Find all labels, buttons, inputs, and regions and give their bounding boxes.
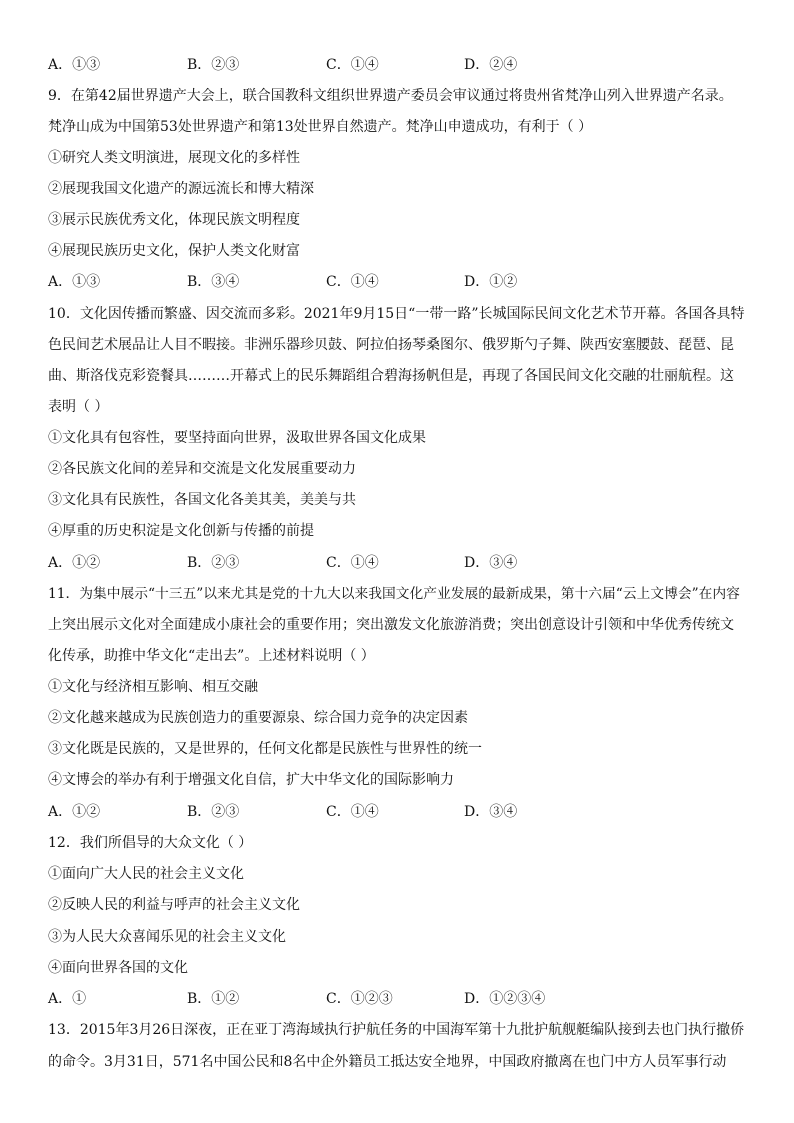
q9-option-d[interactable]: D．①② (464, 274, 518, 290)
q10-stem-line-2: 色民间艺术展品让人目不暇接。非洲乐器珍贝鼓、阿拉伯扬琴桑图尔、俄罗斯勺子舞、陕西安塞腰鼓、琵琶、昆 (48, 337, 734, 353)
q11-statement-4: ④文博会的举办有利于增强文化自信，扩大中华文化的国际影响力 (48, 772, 454, 788)
q9-statement-2: ②展现我国文化遗产的源远流长和博大精深 (48, 181, 314, 197)
q9-option-c[interactable]: C．①④ (326, 274, 379, 290)
q10-statement-3: ③文化具有民族性，各国文化各美其美，美美与共 (48, 492, 356, 508)
q11-statement-3: ③文化既是民族的，又是世界的，任何文化都是民族性与世界性的统一 (48, 741, 482, 757)
q11-option-a[interactable]: A．①② (48, 804, 101, 820)
q10-statement-2: ②各民族文化间的差异和交流是文化发展重要动力 (48, 461, 356, 477)
q12-stem-line-1: 12．我们所倡导的大众文化（ ） (48, 835, 253, 851)
q12-option-a[interactable]: A．① (48, 991, 87, 1007)
q8-option-a[interactable]: A．①③ (48, 57, 101, 73)
q10-statement-4: ④厚重的历史积淀是文化创新与传播的前提 (48, 523, 314, 539)
q11-stem-line-3: 化传承，助推中华文化“走出去”。上述材料说明（ ） (48, 648, 375, 664)
q11-option-d[interactable]: D．③④ (464, 804, 518, 820)
q8-option-d[interactable]: D．②④ (464, 57, 518, 73)
q12-statement-2: ②反映人民的利益与呼声的社会主义文化 (48, 897, 300, 913)
q8-option-b[interactable]: B．②③ (187, 57, 240, 73)
q11-option-c[interactable]: C．①④ (326, 804, 379, 820)
q10-stem-line-4: 表明（ ） (48, 399, 109, 415)
q12-option-b[interactable]: B．①② (187, 991, 240, 1007)
q9-option-a[interactable]: A．①③ (48, 274, 101, 290)
q11-stem-line-1: 11．为集中展示“十三五”以来尤其是党的十九大以来我国文化产业发展的最新成果，第十六届“云上文博会”在内容 (48, 586, 740, 602)
q10-statement-1: ①文化具有包容性，要坚持面向世界，汲取世界各国文化成果 (48, 430, 426, 446)
q13-stem-line-1: 13．2015年3月26日深夜，正在亚丁湾海域执行护航任务的中国海军第十九批护航舰艇编队接到去也门执行撤侨 (48, 1022, 745, 1038)
q12-option-d[interactable]: D．①②③④ (464, 991, 546, 1007)
q9-stem-line-2: 梵净山成为中国第53处世界遗产和第13处世界自然遗产。梵净山申遗成功，有利于（ ） (48, 119, 593, 135)
q9-statement-1: ①研究人类文明演进，展现文化的多样性 (48, 150, 300, 166)
q9-stem-line-1: 9．在第42届世界遗产大会上，联合国教科文组织世界遗产委员会审议通过将贵州省梵净山列入世界遗产名录。 (48, 88, 733, 104)
q10-stem-line-1: 10．文化因传播而繁盛、因交流而多彩。2021年9月15日“一带一路”长城国际民间文化艺术节开幕。各国各具特 (48, 306, 745, 322)
q11-statement-1: ①文化与经济相互影响、相互交融 (48, 679, 258, 695)
q11-stem-line-2: 上突出展示文化对全面建成小康社会的重要作用；突出激发文化旅游消费；突出创意设计引领和中华优秀传统文 (48, 617, 734, 633)
q10-options (48, 554, 748, 572)
q12-option-c[interactable]: C．①②③ (326, 991, 393, 1007)
q12-statement-3: ③为人民大众喜闻乐见的社会主义文化 (48, 929, 286, 945)
q12-statement-4: ④面向世界各国的文化 (48, 960, 188, 976)
q9-options (48, 273, 748, 291)
q10-option-a[interactable]: A．①② (48, 555, 101, 571)
q11-options (48, 803, 748, 821)
q12-statement-1: ①面向广大人民的社会主义文化 (48, 866, 244, 882)
q9-option-b[interactable]: B．③④ (187, 274, 240, 290)
q9-statement-3: ③展示民族优秀文化，体现民族文明程度 (48, 212, 300, 228)
q10-option-d[interactable]: D．③④ (464, 555, 518, 571)
q10-option-c[interactable]: C．①④ (326, 555, 379, 571)
q9-statement-4: ④展现民族历史文化，保护人类文化财富 (48, 243, 300, 259)
q10-option-b[interactable]: B．②③ (187, 555, 240, 571)
q8-option-c[interactable]: C．①④ (326, 57, 379, 73)
q10-stem-line-3: 曲、斯洛伐克彩瓷餐具………开幕式上的民乐舞蹈组合碧海扬帆但是，再现了各国民间文化交融的壮丽航程。这 (48, 368, 734, 384)
q8-options (48, 56, 748, 74)
q13-stem-line-2: 的命令。3月31日，571名中国公民和8名中企外籍员工抵达安全地界，中国政府撤离在也门中方人员军事行动 (48, 1054, 727, 1070)
q12-options (48, 990, 748, 1008)
q11-option-b[interactable]: B．②③ (187, 804, 240, 820)
q11-statement-2: ②文化越来越成为民族创造力的重要源泉、综合国力竞争的决定因素 (48, 710, 468, 726)
